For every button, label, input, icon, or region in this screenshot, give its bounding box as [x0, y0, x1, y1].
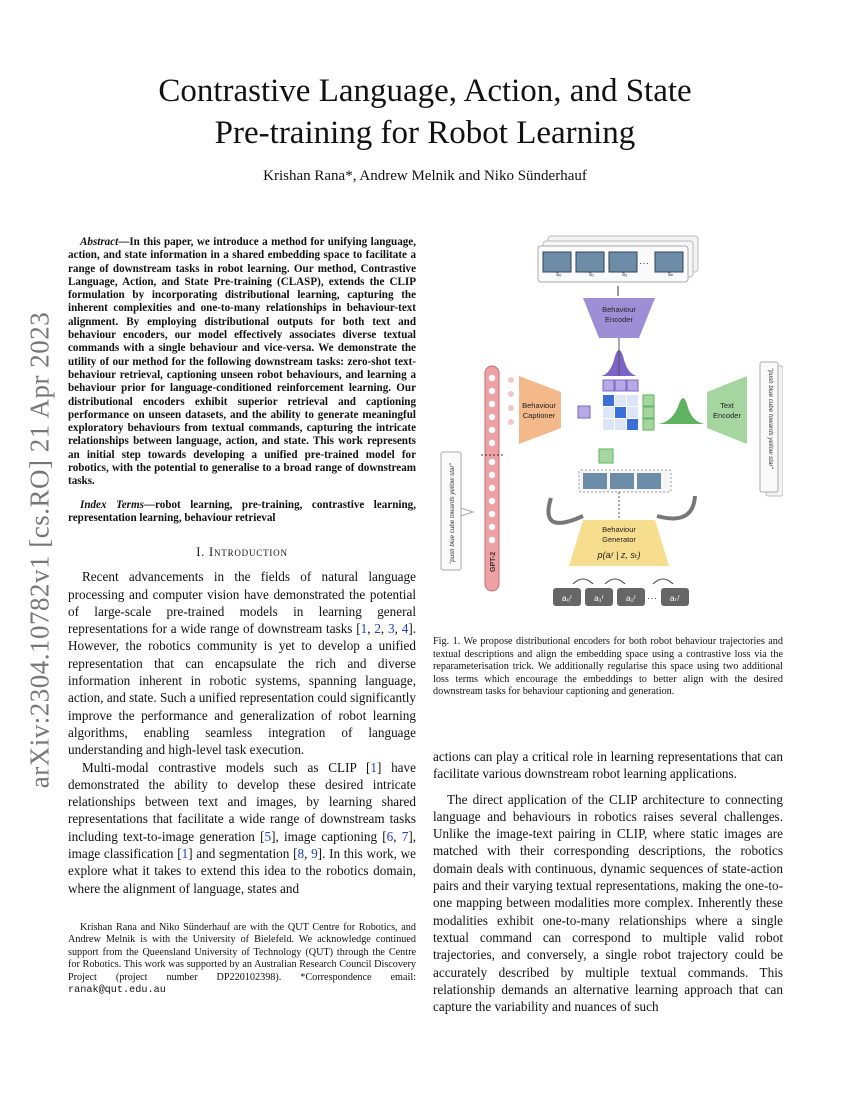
- embedding-cell: [615, 380, 626, 391]
- token-dot: [489, 472, 495, 478]
- text-encoder-block: [707, 376, 747, 444]
- state-frame: [576, 252, 604, 272]
- correspondence-email[interactable]: ranak@qut.edu.au: [68, 985, 166, 997]
- citation-link[interactable]: 1: [370, 759, 377, 775]
- citation-link[interactable]: 3: [388, 621, 395, 637]
- citation-link[interactable]: 6: [386, 828, 394, 844]
- action-label: aₙʳ: [669, 593, 681, 603]
- text-distribution-icon: [658, 398, 705, 424]
- gpt2-side-dots: [508, 377, 514, 425]
- matrix-cell: [603, 419, 614, 430]
- matrix-cell: [603, 395, 614, 406]
- action-label: a₁ʳ: [594, 593, 604, 603]
- action-step-arrow: [573, 579, 593, 584]
- similarity-matrix: [603, 395, 638, 430]
- generated-caption: "push blue cube towards yellow star": [449, 463, 456, 564]
- matrix-cell: [615, 419, 626, 430]
- section-heading: I. Introduction: [196, 545, 288, 560]
- embedding-cell: [643, 407, 654, 418]
- action-label: a₂ʳ: [625, 593, 637, 603]
- embedding-cell: [627, 380, 638, 391]
- behaviour-embedding-row: [603, 380, 638, 391]
- token-dot: [489, 401, 495, 407]
- state-frame: [543, 252, 571, 272]
- action-step-arrow: [605, 579, 625, 584]
- footnote: [68, 922, 416, 997]
- figure-caption: Fig. 1. We propose distributional encoders for both robot behaviour trajectories and textual descriptions and align the embedding space using a contrastive loss via the reparameterisation trick. We additionally regularise this space using two additional loss terms which encourage the embeddings to better align with the desired downstream tasks for behaviour captioning and generation.: [433, 636, 783, 698]
- citation-link[interactable]: 5: [264, 828, 272, 844]
- citation-link[interactable]: 2: [374, 621, 381, 637]
- token-dot: [489, 498, 495, 504]
- state-frame: [637, 473, 661, 489]
- right-paragraph-1: actions can play a critical role in learning representations that can facilitate various downstream robot learning applications.: [433, 749, 783, 782]
- side-dot: [508, 419, 514, 425]
- matrix-cell: [627, 407, 638, 418]
- state-frame: [655, 252, 683, 272]
- intro-paragraph-1: Recent advancements in the fields of natural language processing and computer vision have demonstrated the potential of large-scale pre-trained models in learning general representations for a wide range of downstream tasks [1, 2, 3, 4]. However, the robotics community is yet to develop a unified representation that can encapsulate the rich and diverse information inherent in robotic systems, spanning language, action, and state. Such a unified representation could significantly improve the performance and generalization of robot learning algorithms, enabling seamless integration of language understanding and high-level task execution.: [68, 569, 417, 758]
- action-label: a₀ʳ: [561, 593, 573, 603]
- text-embedding-column: [643, 395, 654, 430]
- frame-label: sₙ: [668, 272, 674, 278]
- right-column: [433, 748, 783, 1015]
- side-dot: [508, 405, 514, 411]
- matrix-cell: [627, 419, 638, 430]
- captioner-label: Behaviour: [522, 401, 556, 410]
- token-dot: [489, 388, 495, 394]
- captioner-label: Captioner: [522, 411, 556, 420]
- left-column: [68, 236, 416, 897]
- arxiv-identifier: arXiv:2304.10782v1 [cs.RO] 21 Apr 2023: [24, 311, 55, 789]
- citation-link[interactable]: 8: [297, 845, 305, 861]
- abstract: [68, 236, 416, 489]
- architecture-diagram: [433, 226, 783, 621]
- frames-ellipsis: ···: [639, 258, 649, 269]
- footnote-text: Krishan Rana and Niko Sünderhauf are with the QUT Centre for Robotics, and Andrew Melnik is with the University of Bielefeld. We acknowledge continued support from the Queensland University of Technology (QUT) through the Centre for Robotics. This work was supported by an Australian Research Council Discovery Project (project number DP220102398). *Correspondence email:: [68, 922, 416, 983]
- token-dot: [489, 511, 495, 517]
- generator-label: Generator: [602, 535, 636, 544]
- index-terms: [68, 499, 416, 526]
- generator-formula: p(aᵢʳ | z, sₜ): [597, 550, 641, 560]
- embedding-cell: [603, 380, 614, 391]
- matrix-cell: [615, 395, 626, 406]
- index-terms-text: —robot learning, pre-training, contrastive learning, representation learning, behaviour retrieval: [68, 498, 416, 524]
- sampled-embedding: [599, 449, 613, 463]
- gpt2-label: GPT-2: [490, 551, 497, 572]
- left-loop-arrow: [548, 498, 583, 523]
- index-terms-label: Index Terms: [80, 498, 144, 511]
- embedding-cell: [643, 419, 654, 430]
- side-dot: [508, 377, 514, 383]
- text-caption-input: "push blue cube towards yellow star": [767, 368, 774, 469]
- token-dot: [489, 427, 495, 433]
- embedding-cell: [643, 395, 654, 406]
- author-list: Krishan Rana*, Andrew Melnik and Niko Sünderhauf: [263, 168, 587, 184]
- matrix-cell: [603, 407, 614, 418]
- abstract-label: Abstract: [80, 236, 119, 248]
- citation-link[interactable]: 9: [311, 845, 318, 861]
- figure-1: [433, 226, 783, 621]
- state-frame: [610, 473, 634, 489]
- token-dot: [489, 524, 495, 530]
- token-dot: [489, 440, 495, 446]
- token-dot: [489, 485, 495, 491]
- generator-label: Behaviour: [602, 525, 636, 534]
- captioner-embedding: [578, 406, 590, 418]
- frame-label: s₂: [622, 272, 628, 278]
- matrix-cell: [627, 395, 638, 406]
- citation-link[interactable]: 1: [181, 845, 189, 861]
- state-frame: [609, 252, 637, 272]
- token-dot: [489, 537, 495, 543]
- token-dot: [489, 414, 495, 420]
- arxiv-sidebar: [20, 290, 60, 810]
- token-dot: [489, 375, 495, 381]
- encoder-label: Behaviour: [602, 305, 636, 314]
- behaviour-captioner-block: [519, 376, 561, 444]
- action-row: [553, 579, 689, 606]
- action-ellipsis: ···: [647, 593, 657, 604]
- action-step-arrow: [653, 579, 673, 584]
- frame-label: s₀: [556, 272, 562, 278]
- text-encoder-label: Encoder: [713, 411, 741, 420]
- state-frame: [583, 473, 607, 489]
- right-paragraph-2: The direct application of the CLIP architecture to connecting language and behaviours in robotics raises several challenges. Unlike the image-text pairing in CLIP, where static images are matched with their corresponding descriptions, the robotics domain deals with continuous, dynamic sequences of state-action pairs and their varying textual representations, making the one-to-one mapping between modalities more complex. Inherently these modalities exhibit one-to-many relationships where a single textual command can correspond to multiple valid robot trajectories, and conversely, a single robot trajectory could be accurately described by multiple textual commands. This relationship demands an alternative learning approach that can capture the variability and nuances of such: [433, 791, 783, 1015]
- title-line-1: Contrastive Language, Action, and State: [158, 73, 692, 109]
- text-encoder-label: Text: [720, 401, 734, 410]
- caption-card-pointer: [461, 508, 473, 516]
- token-dot: [489, 459, 495, 465]
- right-loop-arrow: [657, 496, 695, 519]
- citation-link[interactable]: 1: [360, 621, 368, 637]
- abstract-text: —In this paper, we introduce a method for unifying language, action, and state information in a shared embedding space to facilitate a range of downstream tasks in robot learning. Our method, Contrastive Language, Action, and State Pre-training (CLASP), extends the CLIP formulation by incorporating distributional learning, capturing the inherent complexities and one-to-many relationships in behaviour-text alignment. By employing distributional outputs for both text and behaviour encoders, our model effectively associates diverse textual commands with a single behaviour and vice-versa. We demonstrate the utility of our method for the following downstream tasks: zero-shot text-behaviour retrieval, captioning unseen robot behaviours, and learning a behaviour prior for language-conditioned reinforcement learning. Our distributional encoders exhibit superior retrieval and captioning performance on unseen datasets, and the ability to generate meaningful exploratory behaviours from textual commands, capturing the intricate relationships between language, action, and state. This work represents an initial step towards developing a unified pre-trained model for robotics, with the potential to generalise to a broad range of downstream tasks.: [68, 236, 416, 488]
- paper-title: [60, 70, 790, 154]
- citation-link[interactable]: 7: [401, 828, 409, 844]
- intro-paragraph-2: Multi-modal contrastive models such as CLIP [1] have demonstrated the ability to develop these desired intricate relationships between text and images, by learning shared representations that facilitate a wide range of downstream tasks including text-to-image generation [5], image captioning [6, 7], image classification [1] and segmentation [8, 9]. In this work, we explore what it takes to extend this idea to the robotics domain, where the alignment of language, states and: [68, 759, 417, 896]
- frame-label: s₁: [589, 272, 595, 278]
- citation-link[interactable]: 4: [401, 621, 409, 637]
- title-line-2: Pre-training for Robot Learning: [214, 115, 636, 151]
- encoder-label: Encoder: [605, 315, 633, 324]
- matrix-cell: [615, 407, 626, 418]
- side-dot: [508, 391, 514, 397]
